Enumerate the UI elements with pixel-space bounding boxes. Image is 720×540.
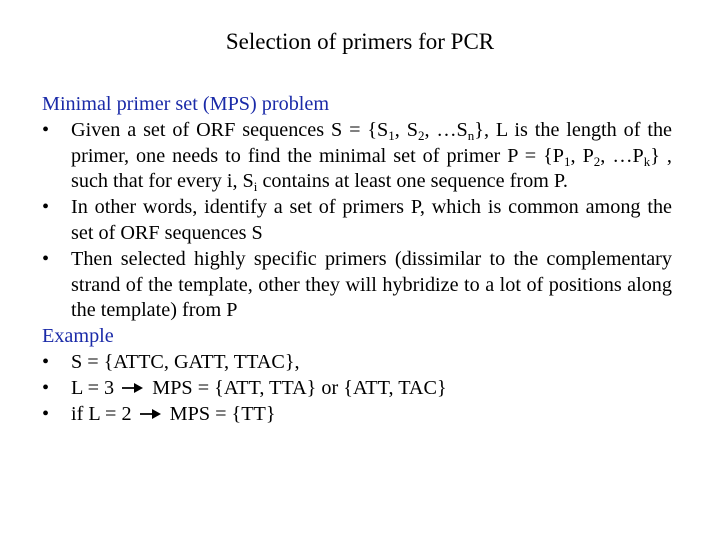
example-bullet-list bbox=[42, 350, 672, 427]
bullet-marker: • bbox=[42, 402, 50, 425]
bullet-text: Then selected highly specific primers (dissimilar to the complementary strand of the template, other they will hybridize to a lot of positions along the template) from P bbox=[71, 247, 672, 322]
section-heading-mps: Minimal primer set (MPS) problem bbox=[42, 93, 330, 115]
example-item-length-3: • L = 3 MPS = {ATT, TTA} or {ATT, TAC} bbox=[42, 376, 672, 402]
bullet-text: In other words, identify a set of primers P, which is common among the set of ORF sequences S bbox=[71, 196, 672, 244]
slide-title: Selection of primers for PCR bbox=[225, 29, 495, 54]
bullet-marker: • bbox=[42, 196, 50, 219]
bullet-marker: • bbox=[42, 247, 50, 270]
bullet-marker: • bbox=[42, 118, 50, 141]
right-arrow-icon bbox=[121, 381, 145, 395]
section-heading-example: Example bbox=[42, 325, 114, 348]
mps-bullet-list bbox=[42, 118, 672, 324]
example-item-sequences bbox=[42, 350, 672, 376]
bullet-marker: • bbox=[42, 350, 50, 373]
bullet-item-definition: • Given a set of ORF sequences $S = \{S_1$, $S_2$, $\dots S_n$}, L is the length of the primer, one needs to find the minimal set of primer $P = \{P_1$, $P_2$, $\dots P_k$} , such that for every i, $S_i$ contains at least one sequence from P. bbox=[42, 118, 673, 195]
right-arrow-icon bbox=[139, 407, 163, 421]
slide-body bbox=[42, 92, 672, 427]
example-text: S = {ATTC, GATT, TTAC}, bbox=[71, 350, 300, 373]
example-item-length-2: • if L = 2 MPS = {TT} bbox=[42, 402, 672, 428]
bullet-item-in-other-words bbox=[42, 195, 672, 247]
bullet-marker: • bbox=[42, 376, 50, 399]
bullet-item-specific-primers bbox=[42, 247, 672, 324]
